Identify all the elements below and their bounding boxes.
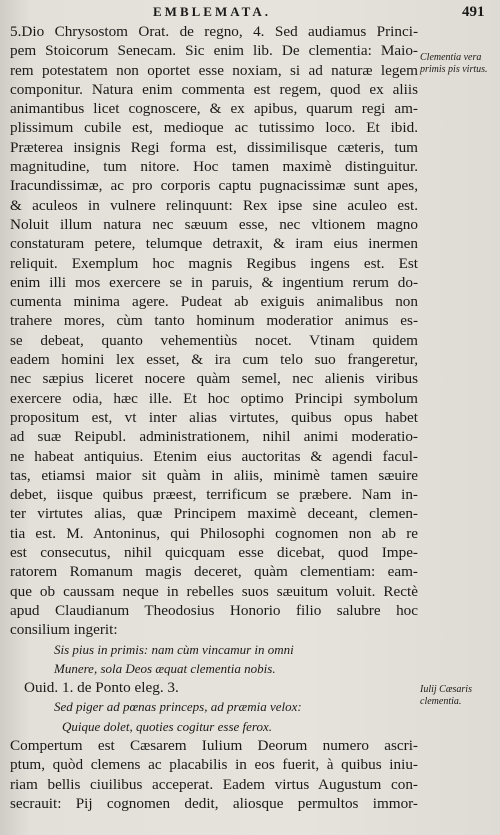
- text-line: constaturam petere, telumque detraxit, & iram eius inermen: [10, 235, 418, 253]
- text-line: riam bellis ciuilibus acceperat. Eadem virtus Augustum con-: [10, 775, 418, 793]
- text-line: nec sæpius liceret nocere quàm semel, nec alienis viribus: [10, 370, 418, 388]
- text-line: & aculeos in vulnere relinquunt: Rex ipse sine aculeo est.: [10, 196, 418, 214]
- text-line: ratorem Romanum magis deceret, quàm clementiam: eam-: [10, 563, 418, 581]
- verse-line: Munere, sola Deos æquat clementia nobis.: [54, 660, 276, 676]
- text-line: apud Claudianum Theodosius Honorio filio salubre hoc: [10, 601, 418, 619]
- verse-line: Sis pius in primis: nam cùm vincamur in omni: [54, 641, 294, 657]
- citation-line: Ouid. 1. de Ponto eleg. 3.: [24, 679, 179, 697]
- text-line: ne habeat antiquius. Etenim eius auctoritas & agendi facul-: [10, 447, 418, 465]
- text-line: exercere odia, hæc ille. Et hoc optimo Principi symbolum: [10, 389, 418, 407]
- text-line: eadem homini lex esset, & ira cum telo suo frangeretur,: [10, 351, 418, 369]
- running-title: EMBLEMATA.: [153, 4, 271, 19]
- running-head: [0, 4, 500, 24]
- text-line: se debeat, quanto vehementiùs nocet. Vtinam quidem: [10, 331, 418, 349]
- text-line: 5.Dio Chrysostom Orat. de regno, 4. Sed audiamus Princi-: [10, 23, 418, 40]
- verse-line: Quique dolet, quoties cogitur esse ferox.: [62, 718, 273, 734]
- text-line: tia est. M. Antoninus, qui Philosophi cognomen non ab re: [10, 524, 418, 542]
- text-line: rem potestatem non oportet esse noxiam, si ad naturæ legem: [10, 61, 418, 79]
- text-line: reliquit. Exemplum hoc magnis Regibus ingens est. Est: [10, 254, 418, 272]
- text-line: est consecutus, nihil quicquam esse dicebat, quod Impe-: [10, 544, 418, 562]
- text-line: enim illi mos exercere se in paruis, & ingentium rerum do-: [10, 273, 418, 291]
- text-line: cumenta minima agere. Pudeat ab exiguis animalibus non: [10, 293, 418, 311]
- text-line: que ob caussam neque in rebelles suos sæuitum voluit. Rectè: [10, 582, 418, 600]
- text-line: magnitudine, tum nitore. Hoc tamen maximè distinguitur.: [10, 158, 418, 176]
- verse-line: Sed piger ad pœnas princeps, ad præmia velox:: [54, 699, 302, 715]
- text-line: animantibus licet cognoscere, & ex apibus, quarum regi am-: [10, 100, 418, 118]
- text-line: tas, etiamsi maior sit quàm in aliis, minimè tamen sæuire: [10, 466, 418, 484]
- text-line: componitur. Natura enim commenta est regem, quod ex aliis: [10, 80, 418, 98]
- page-number: 491: [462, 4, 485, 20]
- text-line: Præterea insignis Regi forma est, dissimilisque cæteris, tum: [10, 138, 418, 156]
- text-line: trahere mores, cùm tanto hominum moderatior animus es-: [10, 312, 418, 330]
- text-line: Compertum est Cæsarem Iulium Deorum numero ascri-: [10, 736, 418, 754]
- margin-note-clementia: Clementia vera primis pis virtus.: [420, 52, 488, 75]
- text-line: ptum, quòd clemens ac placabilis in eos fuerit, à quibus iniu-: [10, 756, 418, 774]
- text-line: Iracundissimæ, ac pro corporis captu pugnacissimæ sunt apes,: [10, 177, 418, 195]
- main-text: [10, 22, 418, 813]
- text-line: consilium ingerit:: [10, 621, 118, 639]
- text-line: debet, iisque quibus præest, terrificum se præbere. Nam in-: [10, 486, 418, 504]
- text-line: ter virtutes alias, quæ Principem maximè deceant, clemen-: [10, 505, 418, 523]
- text-line: propositum est, vt inter alias virtutes, quibus opus habet: [10, 408, 418, 426]
- text-line: Noluit illum natura nec sæuum esse, nec vltionem magno: [10, 215, 418, 233]
- text-line: pem Stoicorum Senecam. Sic enim lib. De clementia: Maio-: [10, 42, 418, 60]
- text-line: plissimum cubile est, medioque ac tutissimo loco. Et ibid.: [10, 119, 418, 137]
- margin-note-caesar: Iulij Cæsaris clementia.: [420, 684, 472, 707]
- text-line: ad suæ Reipubl. administrationem, nihil animi moderatio-: [10, 428, 418, 446]
- text-line: secrauit: Pij cognomen dedit, aliosque permultos immor-: [10, 794, 418, 812]
